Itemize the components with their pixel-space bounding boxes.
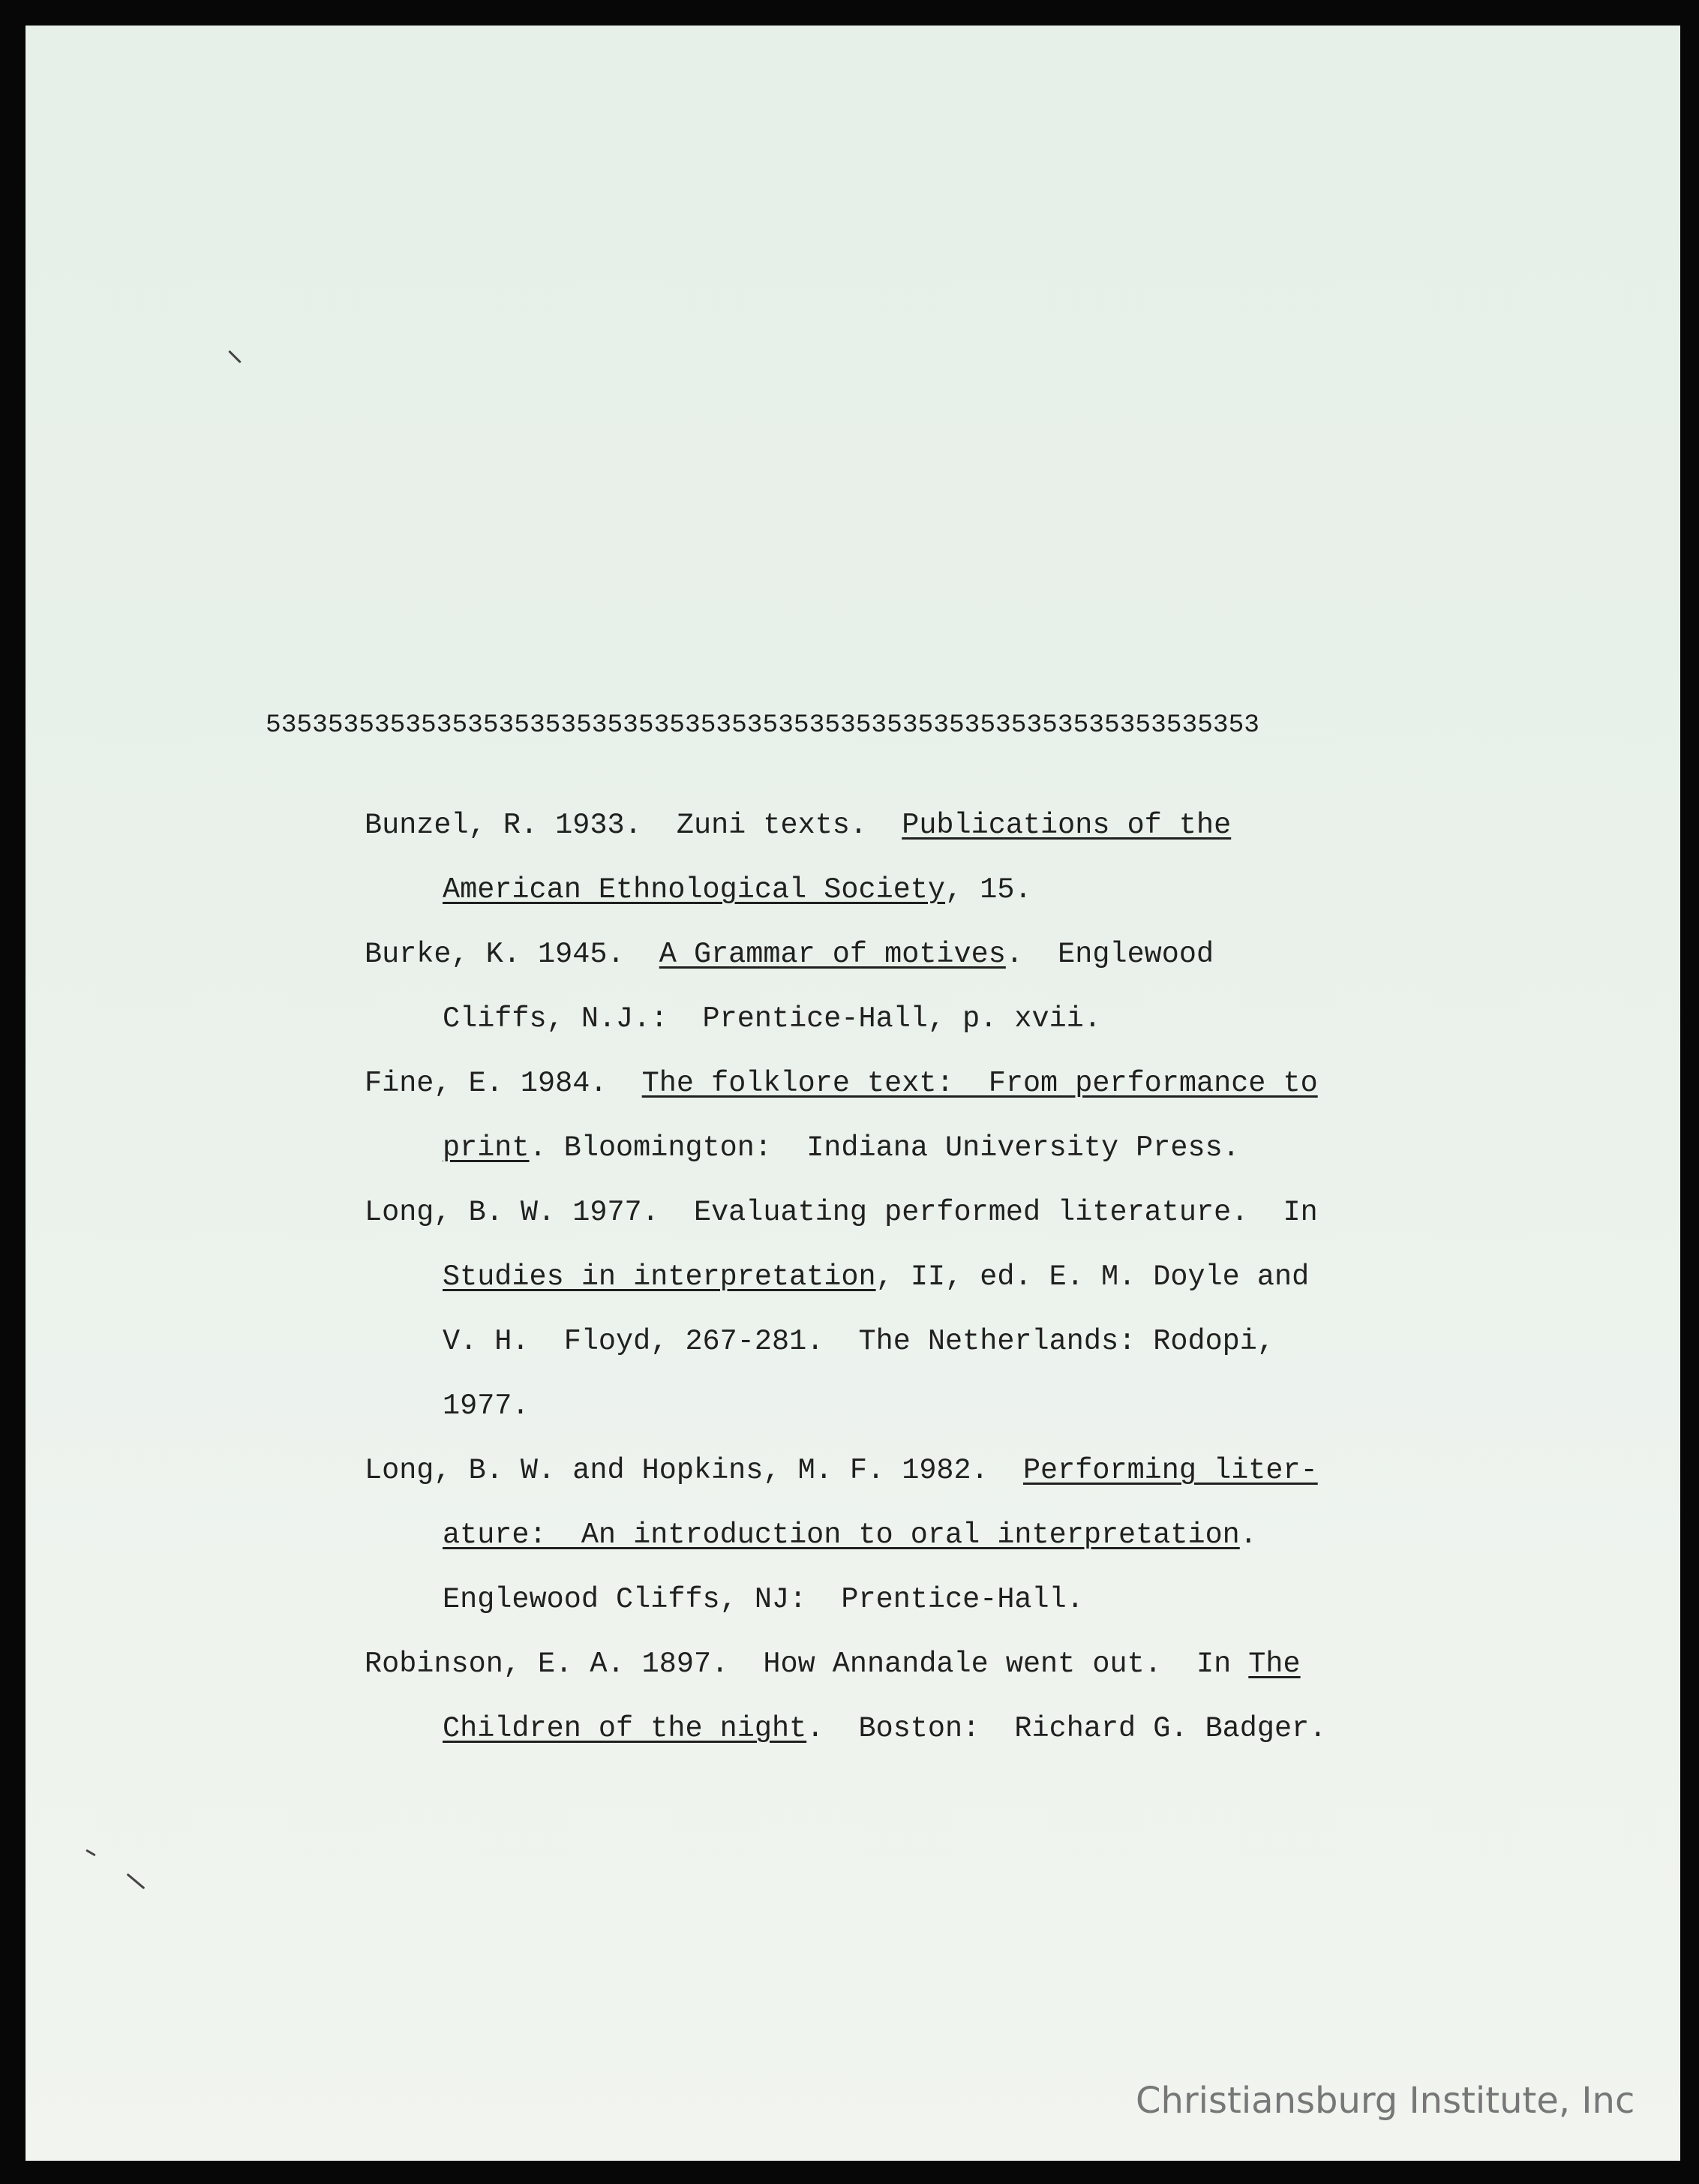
reference-text: . Englewood: [1005, 938, 1214, 971]
reference-text: 1977.: [443, 1389, 530, 1422]
reference-line: [365, 867, 1535, 932]
reference-line: [365, 932, 1535, 996]
underlined-title: Studies in interpretation: [443, 1260, 876, 1293]
reference-line: [365, 1448, 1535, 1513]
reference-line: [365, 1706, 1535, 1771]
reference-line: [365, 1383, 1535, 1448]
reference-line: [365, 1190, 1535, 1254]
paper-blemish: [86, 1849, 96, 1857]
underlined-title: A Grammar of motives: [659, 938, 1006, 971]
underlined-title: The: [1248, 1648, 1301, 1681]
reference-line: [365, 996, 1535, 1061]
number-sequence-line: 5353535353535353535353535353535353535353535353535353535353535353: [266, 710, 1260, 740]
reference-entry: [365, 932, 1535, 1061]
reference-text: Robinson, E. A. 1897. How Annandale went out. In: [365, 1648, 1249, 1681]
reference-line: [365, 1125, 1535, 1190]
reference-line: [365, 1513, 1535, 1577]
reference-line: [365, 1577, 1535, 1642]
reference-line: [365, 1254, 1535, 1319]
underlined-title: print: [443, 1131, 530, 1164]
underlined-title: Performing liter-: [1022, 1454, 1318, 1487]
reference-entry: [365, 1448, 1535, 1642]
reference-text: Long, B. W. and Hopkins, M. F. 1982.: [365, 1454, 1023, 1487]
reference-text: , II, ed. E. M. Doyle and: [875, 1260, 1310, 1293]
underlined-title: American Ethnological Society: [443, 873, 946, 906]
reference-text: . Bloomington: Indiana University Press.: [529, 1131, 1240, 1164]
reference-text: Bunzel, R. 1933. Zuni texts.: [365, 809, 902, 842]
watermark: Christiansburg Institute, Inc: [1136, 2080, 1635, 2122]
reference-text: , 15.: [945, 873, 1032, 906]
paper-blemish: [127, 1873, 146, 1890]
reference-line: [365, 803, 1535, 867]
reference-text: .: [1239, 1519, 1257, 1552]
document-page: [26, 26, 1680, 2161]
reference-text: . Boston: Richard G. Badger.: [806, 1712, 1327, 1745]
reference-entry: [365, 1190, 1535, 1448]
underlined-title: ature: An introduction to oral interpretation: [443, 1519, 1240, 1552]
reference-entry: [365, 1642, 1535, 1771]
reference-text: Burke, K. 1945.: [365, 938, 659, 971]
reference-text: Englewood Cliffs, NJ: Prentice-Hall.: [443, 1583, 1084, 1616]
reference-text: Cliffs, N.J.: Prentice-Hall, p. xvii.: [443, 1002, 1101, 1035]
paper-blemish: [228, 350, 242, 364]
reference-line: [365, 1319, 1535, 1383]
underlined-title: The folklore text: From performance to: [641, 1067, 1318, 1100]
reference-list: [365, 803, 1535, 1771]
reference-entry: [365, 803, 1535, 932]
reference-entry: [365, 1061, 1535, 1190]
reference-text: V. H. Floyd, 267-281. The Netherlands: Rodopi,: [443, 1325, 1274, 1358]
reference-line: [365, 1642, 1535, 1706]
reference-text: Fine, E. 1984.: [365, 1067, 642, 1100]
reference-text: Long, B. W. 1977. Evaluating performed literature. In: [365, 1196, 1318, 1229]
underlined-title: Publications of the: [902, 809, 1232, 842]
underlined-title: Children of the night: [443, 1712, 807, 1745]
reference-line: [365, 1061, 1535, 1125]
